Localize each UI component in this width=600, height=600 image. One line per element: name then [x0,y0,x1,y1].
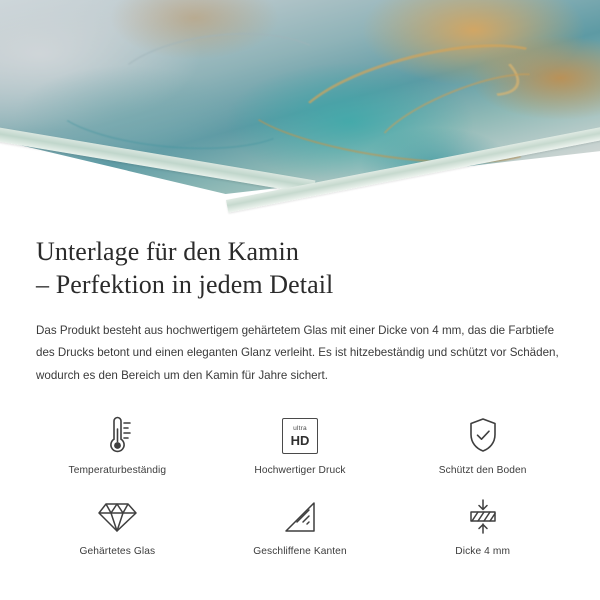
thickness-arrows-icon [464,494,502,540]
marble-glass-panel-photo [0,0,600,194]
product-description: Das Produkt besteht aus hochwertigem gehärtetem Glas mit einer Dicke von 4 mm, das die Farbtiefe des Drucks betont und einen eleganten Glanz verleiht. Es ist hitzebeständig und schützt vor Schäden, wodurch es den Bereich um den Kamin für Jahre sichert. [36,323,559,382]
page-title [36,235,564,302]
feature-item-polished-edges [209,494,392,557]
page-title-line-1: Unterlage für den Kamin [36,237,299,266]
feature-item-print-quality [209,413,392,476]
page-title-line-2: – Perfektion in jedem Detail [36,270,334,300]
sparkle-icon [505,160,547,202]
feature-label: Geschliffene Kanten [253,546,347,558]
feature-grid [0,413,600,557]
hero-image [0,0,600,215]
feature-item-thickness [391,494,574,557]
ultra-hd-badge-icon [282,413,318,459]
feature-label: Temperaturbeständig [68,465,167,477]
polished-edges-icon [282,494,318,540]
feature-item-temperature [26,413,209,476]
feature-label: Schützt den Boden [438,465,527,477]
feature-label: Gehärtetes Glas [79,546,156,558]
thermometer-icon [100,413,134,459]
feature-item-floor-protection [391,413,574,476]
feature-item-tempered-glass [26,494,209,557]
feature-label: Hochwertiger Druck [254,465,346,477]
badge-bottom-text: HD [290,432,310,448]
badge-top-text: ultra [293,425,307,433]
feature-label: Dicke 4 mm [455,546,511,558]
content-section [0,215,600,387]
sparkle-icon [535,186,561,212]
shield-check-icon [465,413,501,459]
diamond-icon [96,494,138,540]
